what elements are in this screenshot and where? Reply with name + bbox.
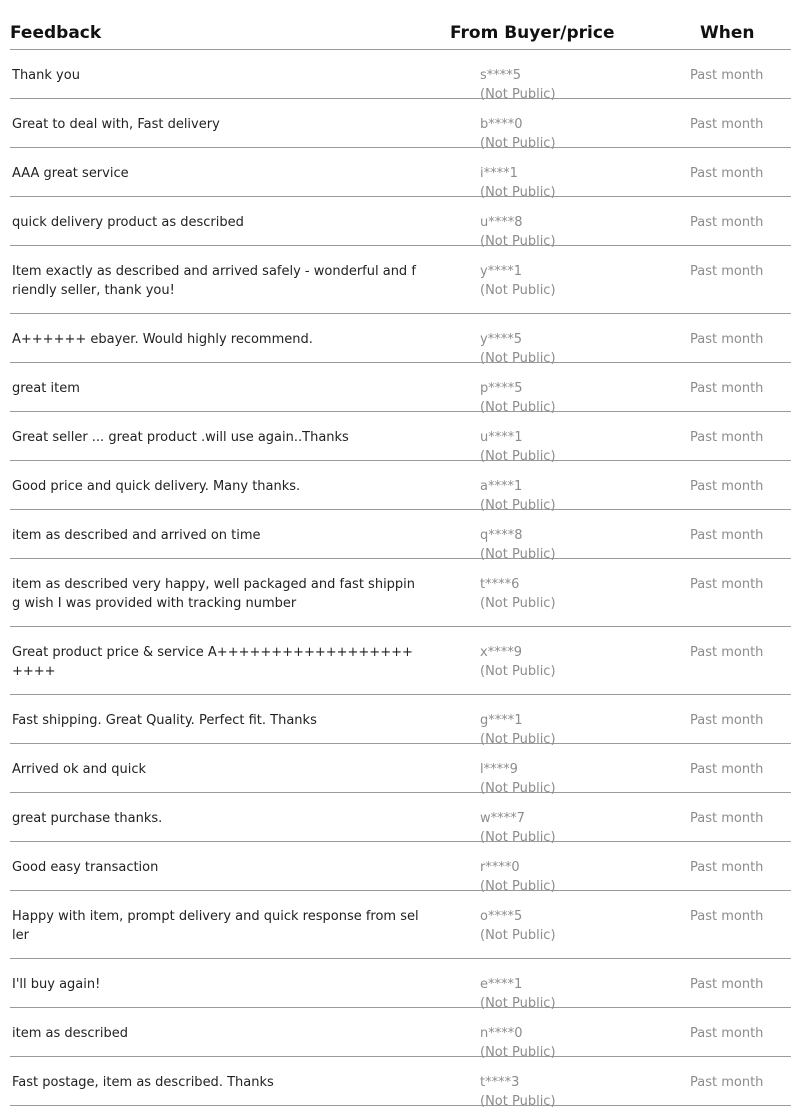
feedback-comment: Arrived ok and quick xyxy=(12,762,147,777)
table-row xyxy=(10,559,791,627)
buyer-privacy: (Not Public) xyxy=(480,996,556,1011)
feedback-comment: I'll buy again! xyxy=(12,977,101,992)
feedback-comment: great item xyxy=(12,381,80,396)
buyer-privacy: (Not Public) xyxy=(480,283,556,298)
feedback-comment: item as described xyxy=(12,1026,129,1041)
buyer-id: y****5 xyxy=(480,332,522,347)
buyer-id: w****7 xyxy=(480,811,525,826)
feedback-comment: Thank you xyxy=(12,68,80,83)
header-feedback: Feedback xyxy=(10,23,102,43)
table-row xyxy=(10,959,791,1011)
feedback-comment: quick delivery product as described xyxy=(12,215,244,230)
table-row xyxy=(10,99,791,151)
table-row xyxy=(10,50,791,102)
feedback-comment: Item exactly as described and arrived safely - wonderful and friendly seller, thank you! xyxy=(12,264,416,298)
feedback-when: Past month xyxy=(690,332,764,347)
feedback-comment: Fast shipping. Great Quality. Perfect fit. Thanks xyxy=(12,713,317,728)
buyer-privacy: (Not Public) xyxy=(480,400,556,415)
feedback-table xyxy=(10,0,791,1109)
buyer-privacy: (Not Public) xyxy=(480,351,556,366)
feedback-comment: Great product price & service A++++++++++++++++++++++ xyxy=(12,645,413,679)
buyer-id: i****1 xyxy=(480,166,518,181)
table-row xyxy=(10,461,791,513)
table-row xyxy=(10,314,791,366)
feedback-when: Past month xyxy=(690,577,764,592)
buyer-privacy: (Not Public) xyxy=(480,1045,556,1060)
buyer-id: e****1 xyxy=(480,977,523,992)
buyer-privacy: (Not Public) xyxy=(480,87,556,102)
buyer-id: s****5 xyxy=(480,68,522,83)
feedback-when: Past month xyxy=(690,68,764,83)
feedback-comment: Good easy transaction xyxy=(12,860,159,875)
buyer-privacy: (Not Public) xyxy=(480,732,556,747)
table-row xyxy=(10,891,791,959)
buyer-id: u****1 xyxy=(480,430,523,445)
buyer-privacy: (Not Public) xyxy=(480,498,556,513)
table-row xyxy=(10,148,791,200)
table-row xyxy=(10,363,791,415)
feedback-comment: item as described and arrived on time xyxy=(12,528,261,543)
table-row xyxy=(10,793,791,845)
table-header xyxy=(10,0,791,50)
feedback-when: Past month xyxy=(690,713,764,728)
header-from-buyer-price: From Buyer/price xyxy=(450,23,615,43)
buyer-cell xyxy=(480,262,556,300)
buyer-cell xyxy=(480,643,556,681)
feedback-when: Past month xyxy=(690,909,764,924)
feedback-comment: Fast postage, item as described. Thanks xyxy=(12,1075,274,1090)
table-row xyxy=(10,695,791,747)
feedback-when: Past month xyxy=(690,215,764,230)
feedback-comment: Great to deal with, Fast delivery xyxy=(12,117,220,132)
table-row xyxy=(10,197,791,249)
buyer-id: y****1 xyxy=(480,264,522,279)
buyer-cell xyxy=(480,907,556,945)
feedback-when: Past month xyxy=(690,977,764,992)
feedback-when: Past month xyxy=(690,479,764,494)
table-row xyxy=(10,1008,791,1060)
feedback-comment: great purchase thanks. xyxy=(12,811,163,826)
buyer-id: g****1 xyxy=(480,713,523,728)
buyer-id: a****1 xyxy=(480,479,523,494)
buyer-privacy: (Not Public) xyxy=(480,449,556,464)
buyer-id: o****5 xyxy=(480,909,523,924)
buyer-privacy: (Not Public) xyxy=(480,928,556,943)
feedback-when: Past month xyxy=(690,117,764,132)
buyer-privacy: (Not Public) xyxy=(480,596,556,611)
table-row xyxy=(10,627,791,695)
feedback-when: Past month xyxy=(690,811,764,826)
buyer-privacy: (Not Public) xyxy=(480,879,556,894)
feedback-when: Past month xyxy=(690,381,764,396)
table-row xyxy=(10,1057,791,1109)
buyer-id: r****0 xyxy=(480,860,520,875)
buyer-privacy: (Not Public) xyxy=(480,830,556,845)
feedback-when: Past month xyxy=(690,430,764,445)
feedback-comment: item as described very happy, well packaged and fast shipping wish I was provided with tracking number xyxy=(12,577,416,611)
buyer-privacy: (Not Public) xyxy=(480,547,556,562)
table-row xyxy=(10,510,791,562)
buyer-id: b****0 xyxy=(480,117,523,132)
buyer-cell xyxy=(480,575,556,613)
buyer-privacy: (Not Public) xyxy=(480,664,556,679)
buyer-id: l****9 xyxy=(480,762,518,777)
buyer-id: q****8 xyxy=(480,528,523,543)
buyer-id: n****0 xyxy=(480,1026,523,1041)
buyer-privacy: (Not Public) xyxy=(480,185,556,200)
feedback-comment: AAA great service xyxy=(12,166,129,181)
feedback-when: Past month xyxy=(690,166,764,181)
feedback-comment: Good price and quick delivery. Many thanks. xyxy=(12,479,301,494)
feedback-when: Past month xyxy=(690,1075,764,1090)
buyer-privacy: (Not Public) xyxy=(480,136,556,151)
table-row xyxy=(10,246,791,314)
feedback-comment: A++++++ ebayer. Would highly recommend. xyxy=(12,332,313,347)
feedback-when: Past month xyxy=(690,645,764,660)
buyer-id: p****5 xyxy=(480,381,523,396)
table-row xyxy=(10,412,791,464)
feedback-when: Past month xyxy=(690,1026,764,1041)
feedback-when: Past month xyxy=(690,860,764,875)
feedback-when: Past month xyxy=(690,762,764,777)
buyer-privacy: (Not Public) xyxy=(480,234,556,249)
table-row xyxy=(10,842,791,894)
buyer-privacy: (Not Public) xyxy=(480,781,556,796)
buyer-cell xyxy=(480,1073,556,1111)
feedback-when: Past month xyxy=(690,264,764,279)
buyer-privacy: (Not Public) xyxy=(480,1094,556,1109)
buyer-id: t****6 xyxy=(480,577,520,592)
header-when: When xyxy=(700,23,755,43)
buyer-id: u****8 xyxy=(480,215,523,230)
buyer-id: x****9 xyxy=(480,645,522,660)
table-row xyxy=(10,744,791,796)
buyer-id: t****3 xyxy=(480,1075,520,1090)
feedback-comment: Happy with item, prompt delivery and quick response from seller xyxy=(12,909,419,943)
feedback-comment: Great seller ... great product .will use again..Thanks xyxy=(12,430,349,445)
feedback-when: Past month xyxy=(690,528,764,543)
